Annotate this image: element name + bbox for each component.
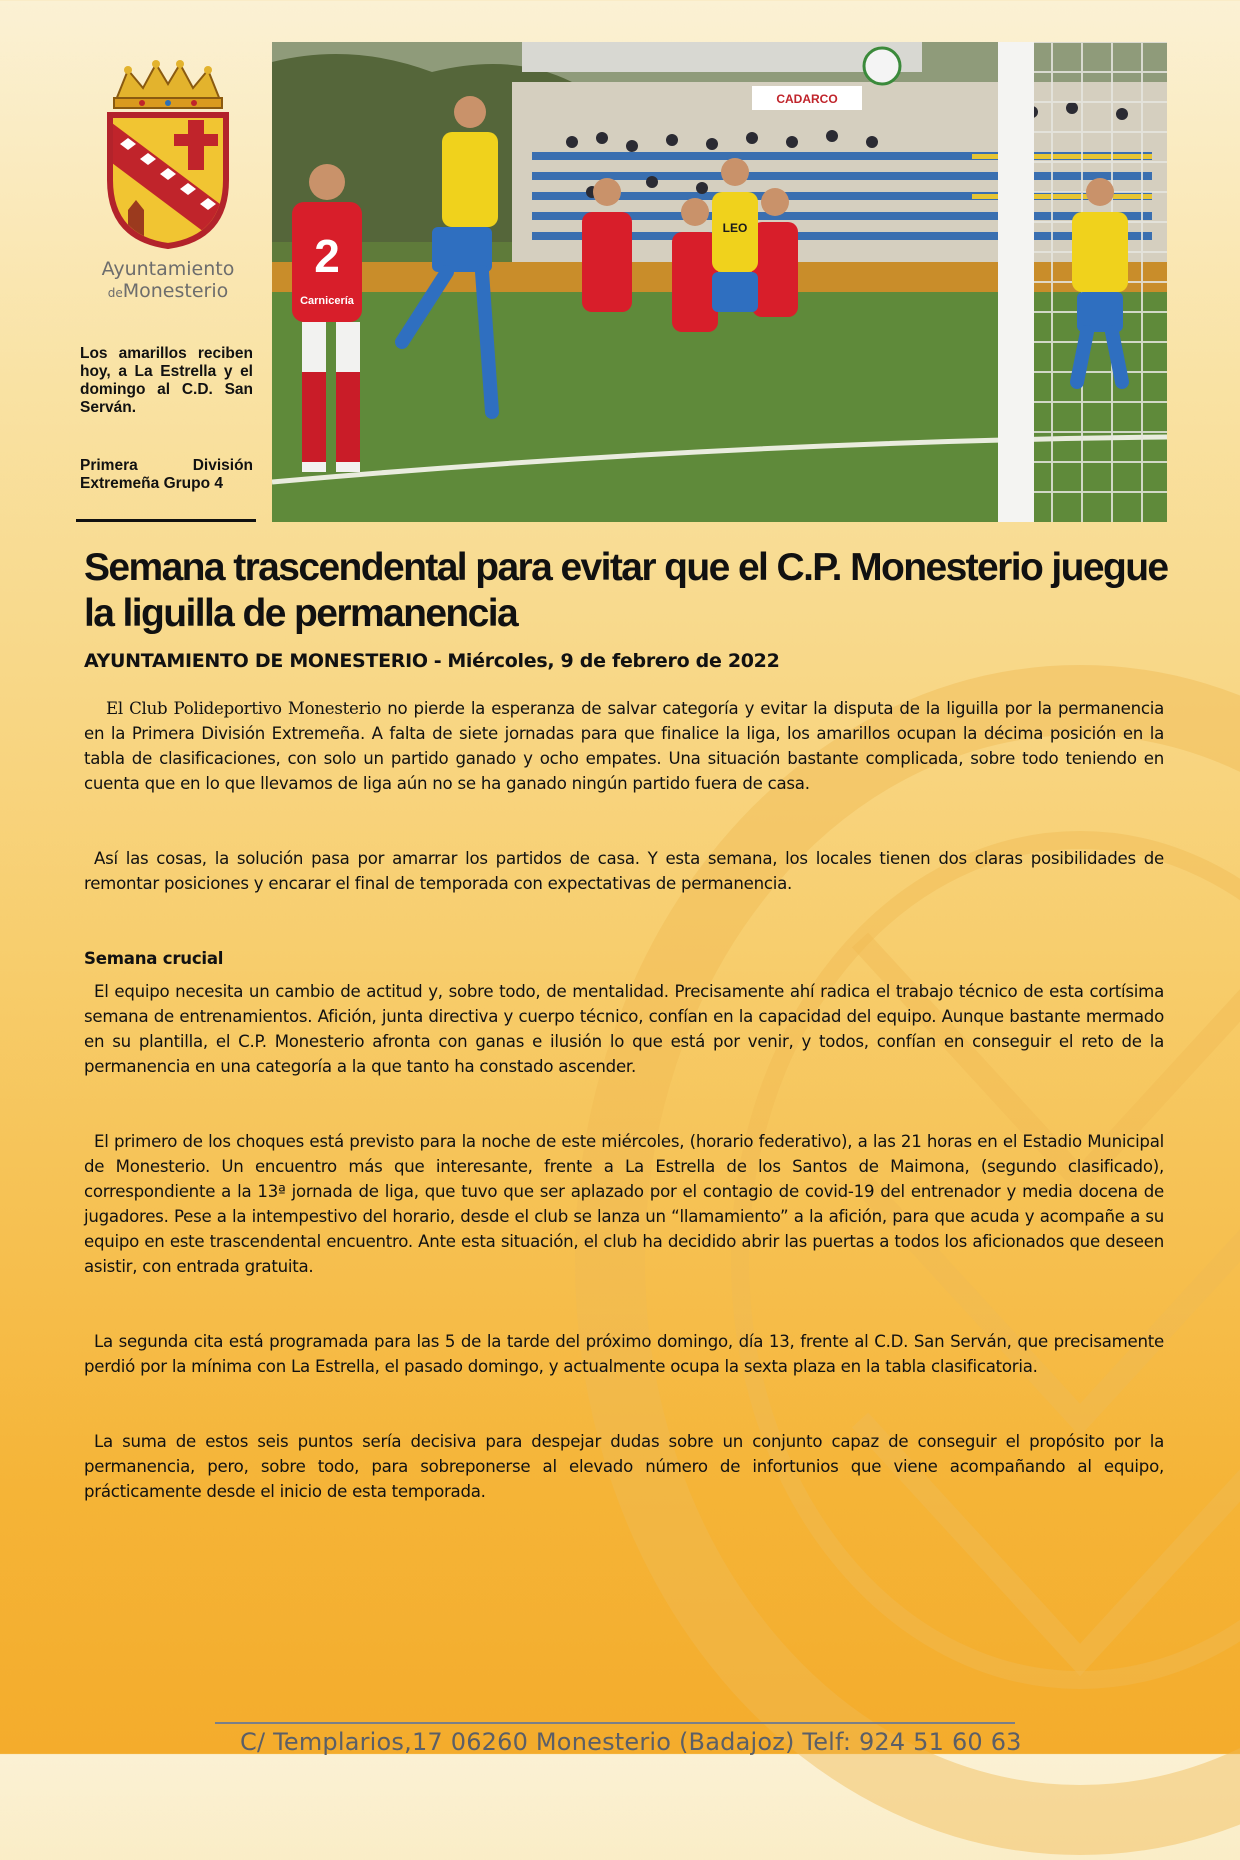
paragraph-5: La segunda cita está programada para las 5 de la tarde del próximo domingo, día 13, frente al C.D. San Serván, que precisamente perdió por la mínima con La Estrella, el pasado domingo, y actualmente ocupa la sexta plaza en la tabla clasificatoria. <box>84 1332 1164 1376</box>
sidebar-summary: Los amarillos reciben hoy, a La Estrella y el domingo al C.D. San Serván. <box>80 345 253 416</box>
spacer <box>84 1079 1164 1129</box>
football-match-illustration <box>272 42 1167 522</box>
article-date: Miércoles, 9 de febrero de 2022 <box>447 650 780 672</box>
paragraph-3: El equipo necesita un cambio de actitud y, sobre todo, de mentalidad. Precisamente ahí radica el trabajo técnico de esta cortísima semana de entrenamientos. Afición, junta directiva y cuerpo técnico, confían en la capacidad del equipo. Aunque bastante mermado en su plantilla, el C.P. Monesterio afronta con ganas e ilusión lo que está por venir, y todos, confían en conseguir el reto de la permanencia en una categoría a la que tanto ha constado ascender. <box>84 982 1164 1076</box>
match-photo <box>272 42 1167 522</box>
stadium-banner: CADARCO <box>776 92 838 106</box>
sidebar <box>80 345 253 493</box>
article-headline: Semana trascendental para evitar que el C.P. Monesterio juegue la liguilla de permanencia <box>84 546 1168 635</box>
paragraph-1-lead: El Club Polideportivo Monesterio <box>106 699 382 718</box>
paragraph-4: El primero de los choques está previsto para la noche de este miércoles, (horario federativo), a las 21 horas en el Estadio Municipal de Monesterio. Un encuentro más que interesante, frente a La Estrella de los Santos de Maimona, (segundo clasificado), correspondiente a la 13ª jornada de liga, que tuvo que ser aplazado por el contagio de covid-19 del entrenador y media docena de jugadores. Pese a la intempestivo del horario, desde el club se lanza un “llamamiento” a la afición, para que acuda y acompañe a su equipo en este trascendental encuentro. Ante esta situación, el club ha decidido abrir las puertas a todos los aficionados que deseen asistir, con entrada gratuita. <box>84 1132 1164 1276</box>
spacer <box>84 1379 1164 1429</box>
spacer <box>84 896 1164 946</box>
spacer <box>84 796 1164 846</box>
paragraph-1 <box>84 696 1164 796</box>
sidebar-divider <box>76 519 256 522</box>
logo-line-1: Ayuntamiento <box>101 258 235 280</box>
red-shirt-sponsor: Carnicería <box>300 295 354 307</box>
coat-of-arms-icon <box>98 60 238 250</box>
paragraph-2: Así las cosas, la solución pasa por amarrar los partidos de casa. Y esta semana, los locales tienen dos claras posibilidades de remontar posiciones y encarar el final de temporada con expectativas de permanencia. <box>84 849 1164 893</box>
yellow-shirt-sponsor: LEO <box>722 221 748 235</box>
footer-address: C/ Templarios,17 06260 Monesterio (Badajoz) Telf: 924 51 60 63 <box>240 1728 1022 1756</box>
paragraph-1-rest: no pierde la esperanza de salvar categoría y evitar la disputa de la liguilla por la permanencia en la Primera División Extremeña. A falta de siete jornadas para que finalice la liga, los amarillos ocupan la décima posición en la tabla de clasificaciones, con solo un partido ganado y ocho empates. Una situación bastante complicada, sobre todo teniendo en cuenta que en lo que llevamos de liga aún no se ha ganado ningún partido fuera de casa. <box>84 699 1164 793</box>
footer-divider <box>215 1722 1015 1724</box>
logo-line-2 <box>88 280 248 304</box>
article-byline <box>84 650 780 672</box>
logo-text <box>88 258 248 304</box>
spacer <box>84 1279 1164 1329</box>
article-subheading: Semana crucial <box>84 949 224 968</box>
byline-separator: - <box>433 650 442 672</box>
logo-line-2-prefix: de <box>107 286 123 300</box>
article-source: AYUNTAMIENTO DE MONESTERIO <box>84 650 428 672</box>
town-hall-logo <box>88 60 248 310</box>
article-body <box>84 696 1164 1504</box>
player-number: 2 <box>314 230 340 282</box>
logo-line-2-main: Monesterio <box>122 280 229 302</box>
sidebar-league: Primera División Extremeña Grupo 4 <box>80 457 253 492</box>
paragraph-6: La suma de estos seis puntos sería decisiva para despejar dudas sobre un conjunto capaz de conseguir el propósito por la permanencia, pero, sobre todo, para sobreponerse al elevado número de infortunios que viene acompañando al equipo, prácticamente desde el inicio de esta temporada. <box>84 1432 1164 1501</box>
